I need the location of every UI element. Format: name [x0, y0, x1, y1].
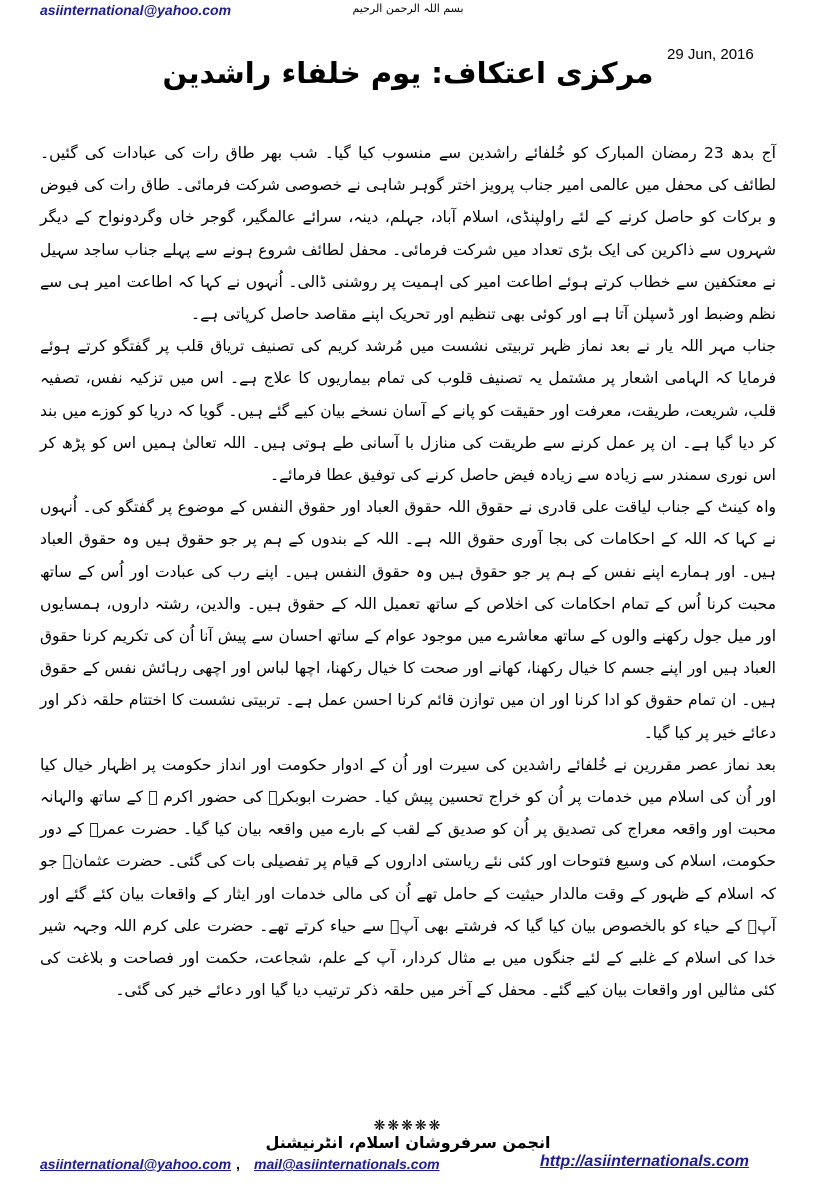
footer-website-link[interactable]: http://asiinternationals.com	[540, 1153, 749, 1170]
bismillah: بسم اللہ الرحمن الرحیم	[352, 2, 464, 15]
footer-email-yahoo-link[interactable]: asiinternational@yahoo.com	[40, 1156, 232, 1172]
paragraph-1: آج بدھ 23 رمضان المبارک کو خُلفائے راشدین سے منسوب کیا گیا۔ شب بھر طاق رات کی عبادات کی گئیں۔ لطائف کی محفل میں عالمی امیر جناب پرویز اختر گوہر شاہی نے خصوصی شرکت فرمائی۔ طاق رات کی فیوض و برکات کو حاصل کرنے کے لئے راولپنڈی، اسلام آباد، جہلم، دینہ، سرائے عالمگیر، گوجر خاں وگردونواح کے دیگر شہروں سے ذاکرین کی ایک بڑی تعداد میں شرکت فرمائی۔ محفل لطائف شروع ہونے سے پہلے جناب ساجد سہیل نے معتکفین سے خطاب کرتے ہوئے اطاعت امیر کی اہمیت پر روشنی ڈالی۔ اُنہوں نے کہا کہ اطاعت امیر ہی سے نظم وضبط اور ڈسپلن آتا ہے اور کوئی بھی تنظیم اور تحریک اپنے مقاصد حاصل کرپاتی ہے۔	[40, 144, 776, 324]
article-date: 29 Jun, 2016	[667, 46, 754, 63]
paragraph-3: واہ کینٹ کے جناب لیاقت علی قادری نے حقوق اللہ حقوق العباد اور حقوق النفس کے موضوع پر گفتگو کی۔ اُنہوں نے کہا کہ اللہ کے احکامات کی بجا آوری حقوق اللہ ہے۔ اللہ کے بندوں کے ہم پر جو حقوق ہیں وہ حقوق العباد ہیں۔ اور ہمارے اپنے نفس کے ہم پر جو حقوق ہیں وہ حقوق النفس ہیں۔ اپنے رب کی عبادت اور اُس کے ساتھ محبت کرنا اُس کے تمام احکامات کی اخلاص کے ساتھ تعمیل اللہ کے حقوق ہیں۔ والدین، رشتہ داروں، ہمسایوں اور میل جول رکھنے والوں کے ساتھ معاشرے میں موجود عوام کے ساتھ احسان سے پیش آنا اُن کی تکریم کرنا حقوق العباد ہیں اور اپنے جسم کا خیال رکھنا، کھانے اور صحت کا خیال رکھنا، اچھا لباس اور اچھی رہائش نفس کے حقوق ہیں۔ ان تمام حقوق کو ادا کرنا اور ان میں توازن قائم کرنا احسن عمل ہے۔ تربیتی نشست کا اختتام حلقہ ذکر اور دعائے خیر پر کیا گیا۔	[40, 498, 776, 742]
article-title: مرکزی اعتکاف: یوم خلفاء راشدین	[162, 56, 654, 90]
article-body	[40, 137, 776, 1006]
divider-stars: ❋❋❋❋❋	[373, 1118, 443, 1134]
header-email-link[interactable]: asiinternational@yahoo.com	[40, 2, 232, 18]
footer-email-mail-link[interactable]: mail@asiinternationals.com	[254, 1156, 440, 1172]
organization-name: انجمن سرفروشان اسلام، انٹرنیشنل	[265, 1133, 551, 1152]
paragraph-4: بعد نماز عصر مقررین نے خُلفائے راشدین کی سیرت اور اُن کے ادوار حکومت اور انداز حکومت پر اظہار خیال کیا اور اُن کی اسلام میں خدمات پر اُن کو خراج تحسین پیش کیا۔ حضرت ابوبکرؓ کی حضور اکرم ﷺ کے ساتھ والہانہ محبت اور واقعہ معراج کی تصدیق پر اُن کو صدیق کے لقب کے بارے میں واقعہ بیان کیا گیا۔ حضرت عمرؓ کے دور حکومت، اسلام کی وسیع فتوحات اور کئی نئے ریاستی اداروں کے قیام پر تفصیلی بات کی گئی۔ حضرت عثمانؓ جو کہ اسلام کے ظہور کے وقت مالدار حیثیت کے حامل تھے اُن کی مالی خدمات اور ایثار کے واقعات بیان کئے گئے اور آپؓ کے حیاء کو بالخصوص بیان کیا گیا کہ فرشتے بھی آپؓ سے حیاء کرتے تھے۔ حضرت علی کرم اللہ وجہہ شیر خدا کی اسلام کے غلبے کے لئے جنگوں میں بے مثال کردار، آپ کے علم، شجاعت، حکمت اور فصاحت و بلاغت کی کئی مثالیں اور واقعات بیان کیے گئے۔ محفل کے آخر میں حلقہ ذکر ترتیب دیا گیا اور دعائے خیر کی گئی۔	[40, 755, 776, 1000]
footer-separator: ,	[236, 1156, 240, 1172]
paragraph-2: جناب مہر اللہ یار نے بعد نماز ظہر تربیتی نشست میں مُرشد کریم کی تصنیف تریاق قلب پر گفتگو کرتے ہوئے فرمایا کہ الہامی اشعار پر مشتمل یہ تصنیف قلوب کی تمام بیماریوں کا علاج ہے۔ اس میں تزکیہ نفس، تصفیہ قلب، شریعت، طریقت، معرفت اور حقیقت کو پانے کے آسان نسخے بیان کیے گئے ہیں۔ گویا کہ دریا کو کوزے میں بند کر دیا گیا ہے۔ ان پر عمل کرنے سے طریقت کی منازل با آسانی طے ہوتی ہیں۔ اللہ تعالیٰ ہمیں اس کو پڑھ کر اس نوری سمندر سے زیادہ سے زیادہ فیض حاصل کرنے کی توفیق عطا فرمائے۔	[40, 337, 776, 485]
